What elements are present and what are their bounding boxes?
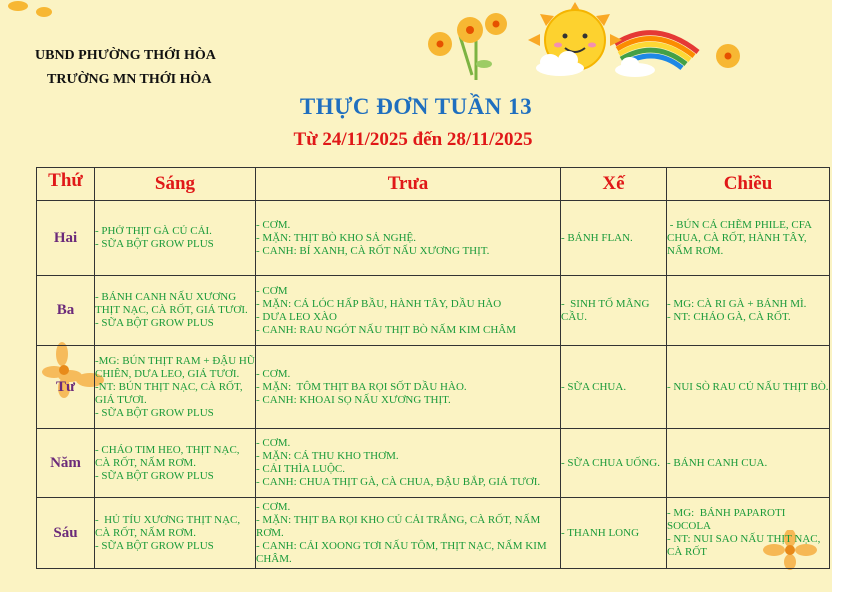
table-row [37,429,830,498]
page-title: THỰC ĐƠN TUẦN 13 [299,94,533,119]
org-name-ward: UBND PHƯỜNG THỚI HÒA [35,48,216,63]
day-name: Tư [37,346,95,429]
menu-line: - SỮA CHUA UỐNG. [561,456,660,469]
menu-line: - CƠM. [256,500,291,513]
menu-line: - PHỞ THỊT GÀ CỦ CẢI. [95,225,212,237]
menu-line: - SỮA BỘT GROW PLUS [95,238,214,250]
menu-line: - CƠM. [256,218,291,231]
day-name: Ba [37,276,95,346]
flower-icon [0,0,60,24]
menu-table [36,167,830,569]
snack-cell [561,201,667,276]
snack-cell [561,429,667,498]
snack-cell [561,276,667,346]
menu-line: - NT: CHÁO GÀ, CÀ RỐT. [667,310,791,323]
menu-line: - BÁNH CANH CUA. [667,456,768,469]
date-range: Từ 24/11/2025 đến 28/11/2025 [293,129,533,150]
table-row [37,346,830,429]
menu-line: - NUI SÒ RAU CỦ NẤU THỊT BÒ. [667,380,829,393]
menu-line: -MG: BÚN THỊT RAM + ĐẬU HŨ CHIÊN, DƯA LEO, GIÁ TƯƠI. [95,354,258,380]
menu-line: - CANH: BÍ XANH, CÀ RỐT NẤU XƯƠNG THỊT. [256,244,490,257]
table-row [37,276,830,346]
noon-cell [256,498,561,569]
menu-line: - MẶN: THỊT BÒ KHO SẢ NGHỆ. [256,231,417,244]
afternoon-cell [667,201,830,276]
menu-line: - BÚN CÁ CHẼM PHILE, CFA CHUA, CÀ RỐT, HÀNH TÂY, NẤM RƠM. [667,218,815,257]
menu-line: -NT: BÚN THỊT NẠC, CÀ RỐT, GIÁ TƯƠI. [95,380,246,406]
menu-line: - SỮA BỘT GROW PLUS [95,469,214,482]
afternoon-cell [667,276,830,346]
menu-line: - BÁNH CANH NẤU XƯƠNG THỊT NẠC, CÀ RỐT, GIÁ TƯƠI. [95,291,248,316]
morning-cell [95,498,256,569]
menu-line: - MG: BÁNH PAPAROTI SOCOLA [667,507,789,532]
menu-line: - MẶN: CÁ THU KHO THƠM. [256,450,399,462]
menu-line: - HỦ TÍU XƯƠNG THỊT NẠC, CÀ RỐT, NẤM RƠM. [95,513,243,539]
noon-cell [256,429,561,498]
morning-cell [95,429,256,498]
morning-cell [95,201,256,276]
org-name-school: TRƯỜNG MN THỚI HÒA [47,72,212,87]
menu-line: - BÁNH FLAN. [561,231,633,244]
menu-line: - CANH: RAU NGÓT NẤU THỊT BÒ NẤM KIM CHÂM [256,323,517,336]
day-name: Hai [37,201,95,276]
menu-line: - SỮA BỘT GROW PLUS [95,406,214,419]
column-header-noon: Trưa [256,168,561,201]
menu-line: - MG: CÀ RI GÀ + BÁNH MÌ. [667,297,807,310]
day-name: Sáu [37,498,95,569]
menu-line: - SỮA BỘT GROW PLUS [95,539,214,552]
snack-cell [561,346,667,429]
day-name: Năm [37,429,95,498]
noon-cell [256,276,561,346]
menu-line: - SINH TỐ MÃNG CẦU. [561,297,653,323]
page-margin [832,0,848,592]
menu-line: - CHÁO TIM HEO, THỊT NẠC, CÀ RỐT, NẤM RƠM. [95,443,243,469]
morning-cell [95,346,256,429]
menu-line: - MẶN: TÔM THỊT BA RỌI SỐT DẦU HÀO. [256,380,467,393]
table-header-row [37,168,830,201]
menu-line: - THANH LONG [561,526,640,539]
menu-line: - CƠM. [256,367,291,380]
column-header-morning: Sáng [95,168,256,201]
table-row [37,498,830,569]
menu-line: - CƠM [256,284,288,297]
snack-cell [561,498,667,569]
column-header-afternoon: Chiều [667,168,830,201]
afternoon-cell [667,498,830,569]
menu-line: - CANH: CẢI XOONG TƠI NẤU TÔM, THỊT NẠC, NẤM KIM CHÂM. [256,539,550,565]
noon-cell [256,201,561,276]
morning-cell [95,276,256,346]
menu-line: - DƯA LEO XÀO [256,310,337,323]
afternoon-cell [667,346,830,429]
menu-line: - CANH: KHOAI SỌ NẤU XƯƠNG THỊT. [256,393,451,406]
menu-line: - CƠM. [256,437,291,449]
noon-cell [256,346,561,429]
menu-line: - CẢI THÌA LUỘC. [256,463,346,475]
menu-line: - MẶN: CÁ LÓC HẤP BẦU, HÀNH TÂY, DẦU HÀO [256,297,502,310]
table-row [37,201,830,276]
flowers-and-sun-icon [410,0,740,92]
column-header-snack: Xế [561,168,667,201]
menu-line: - NT: NUI SAO NẤU THỊT NẠC, CÀ RỐT [667,533,824,558]
menu-line: - CANH: CHUA THỊT GÀ, CÀ CHUA, ĐẬU BẮP, GIÁ TƯƠI. [256,476,541,488]
menu-line: - SỮA CHUA. [561,380,627,393]
menu-line: - SỮA BỘT GROW PLUS [95,317,214,329]
column-header-day: Thứ [37,168,95,201]
menu-line: - MẶN: THỊT BA RỌI KHO CỦ CẢI TRẮNG, CÀ RỐT, NẤM RƠM. [256,513,544,539]
afternoon-cell [667,429,830,498]
